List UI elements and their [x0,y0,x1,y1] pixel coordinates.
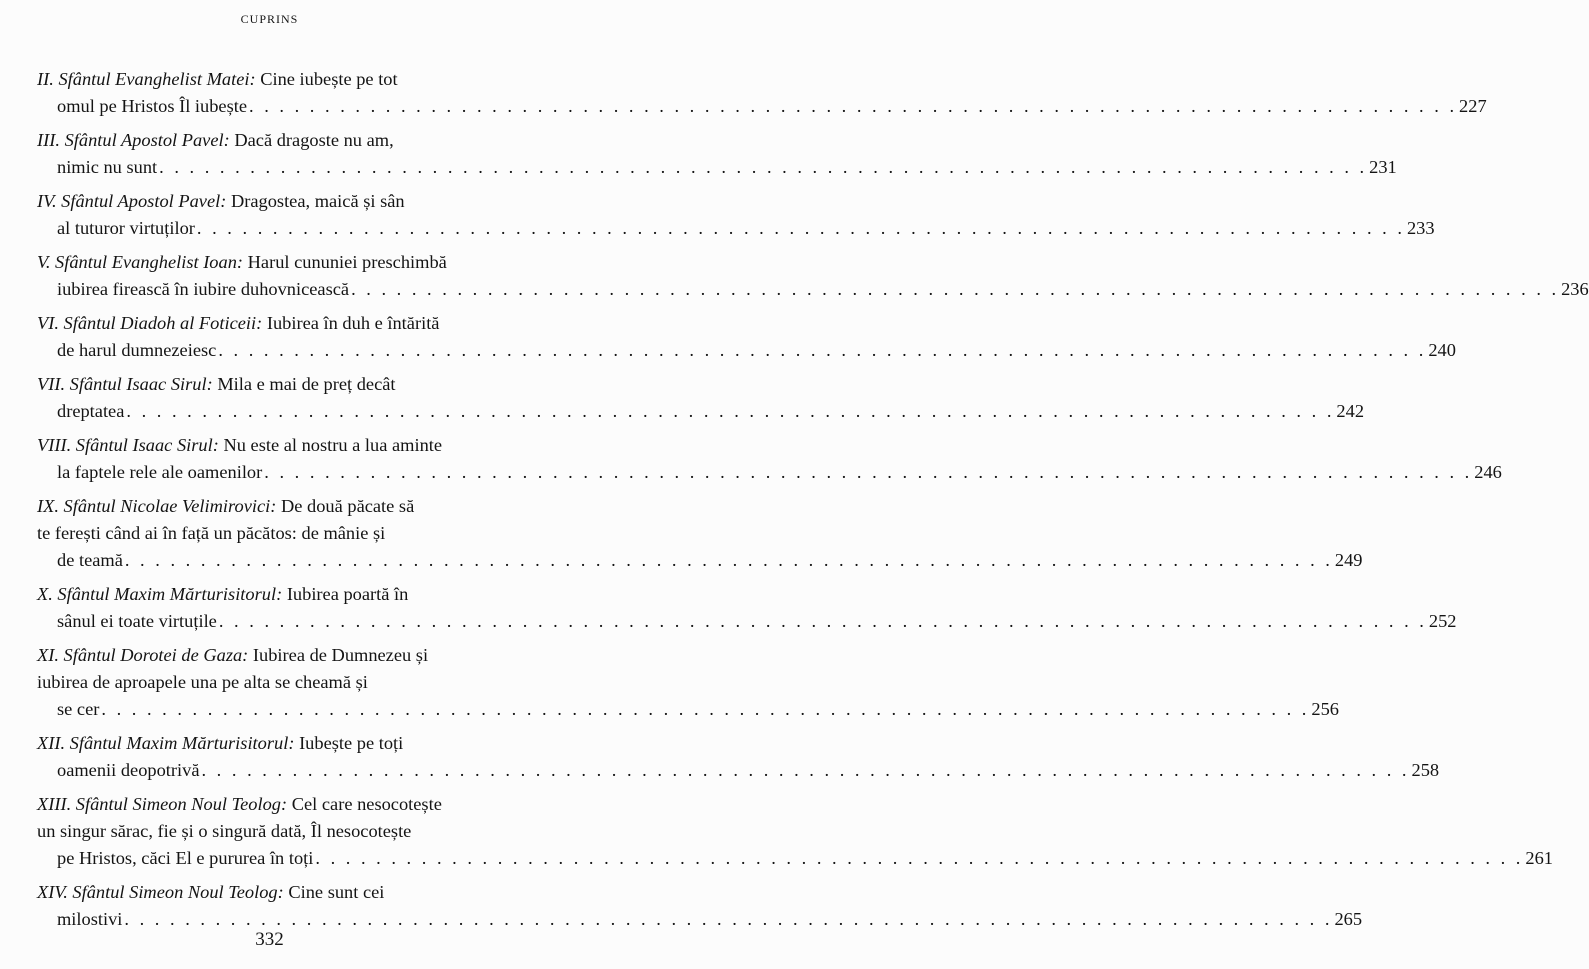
toc-entry-line [37,371,499,398]
toc-entry-text: Harul cununiei preschimbă [247,252,447,272]
toc-entry-line [37,493,499,520]
toc-page-number: 258 [1411,760,1440,780]
toc-entry-line [37,337,1456,364]
toc-page-number: 256 [1311,699,1339,719]
toc-entry-text: oamenii deopotrivă [57,760,200,780]
toc-entry-text: se cer [57,699,100,719]
toc-entry-line [37,188,499,215]
toc-entry [37,493,1363,574]
toc-entry [37,730,1440,784]
toc-entry-line [37,879,499,906]
running-header: CUPRINS [240,12,299,26]
dot-leader: . . . . . . . . . . . . . . . . . . . . . . . . . . . . . . . . . . . . . . . . . . . . . . . . . . . . . . . . . . . . . . . . . . . . . . . . . . . . . . . . [249,96,1458,116]
toc-page-number: 265 [1334,909,1363,929]
dot-leader: . . . . . . . . . . . . . . . . . . . . . . . . . . . . . . . . . . . . . . . . . . . . . . . . . . . . . . . . . . . . . . . . . . . . . . . . . . . . . . . . [264,462,1473,482]
toc-entry [37,249,1589,303]
toc-entry-line [37,459,1502,486]
toc-entry-text: Cine iubește pe tot [260,69,398,89]
toc-entry-text: pe Hristos, căci El e pururea în toți [57,848,314,868]
toc-entry-text: omul pe Hristos Îl iubește [57,96,248,116]
page-number: 332 [255,929,284,950]
toc-entry [37,581,1457,635]
toc-entry-text: Cel care nesocotește [291,794,442,814]
toc-entry-text: la faptele rele ale oamenilor [57,462,263,482]
toc-entry-text: De două păcate să [280,496,415,516]
toc-entry-text: nimic nu sunt [57,157,158,177]
toc-entry-text: Cine sunt cei [288,882,385,902]
toc-entry-text: iubirea firească în iubire duhovnicească [57,279,350,299]
toc-entry-text: sânul ei toate virtuțile [57,611,217,631]
toc-entry [37,188,1435,242]
toc-entry-line [37,581,499,608]
toc-entry-title: II. Sfântul Evanghelist Matei: [37,69,256,89]
dot-leader: . . . . . . . . . . . . . . . . . . . . . . . . . . . . . . . . . . . . . . . . . . . . . . . . . . . . . . . . . . . . . . . . . . . . . . . . . . . . . . . . [351,279,1560,299]
dot-leader: . . . . . . . . . . . . . . . . . . . . . . . . . . . . . . . . . . . . . . . . . . . . . . . . . . . . . . . . . . . . . . . . . . . . . . . . . . . . . . . . [124,550,1333,570]
toc-entry [37,432,1502,486]
toc-entry-line [37,249,499,276]
toc-entry-title: IV. Sfântul Apostol Pavel: [37,191,227,211]
toc-entry-text: Mila e mai de preț decât [217,374,396,394]
toc-entry-title: X. Sfântul Maxim Mărturisitorul: [37,584,283,604]
toc-entry-line [37,93,1487,120]
toc-entry-line [37,757,1440,784]
toc-entry-title: III. Sfântul Apostol Pavel: [37,130,230,150]
toc-entry-text: Dacă dragoste nu am, [234,130,394,150]
toc-entry-text: al tuturor virtuților [57,218,195,238]
toc-entry-text: Iubirea de Dumnezeu și [252,645,429,665]
dot-leader: . . . . . . . . . . . . . . . . . . . . . . . . . . . . . . . . . . . . . . . . . . . . . . . . . . . . . . . . . . . . . . . . . . . . . . . . . . . . . . . . [201,760,1410,780]
toc-entry-line [37,520,499,547]
toc-entry-title: VI. Sfântul Diadoh al Foticeii: [37,313,263,333]
dot-leader: . . . . . . . . . . . . . . . . . . . . . . . . . . . . . . . . . . . . . . . . . . . . . . . . . . . . . . . . . . . . . . . . . . . . . . . . . . . . . . . . [218,340,1427,360]
toc-entry-title: VII. Sfântul Isaac Sirul: [37,374,213,394]
toc-entry [37,642,1339,723]
toc-entry-line [37,642,499,669]
toc-page-number: 240 [1428,340,1456,360]
toc-entry-line [37,127,499,154]
toc-entry-text: de harul dumnezeiesc [57,340,217,360]
toc-entry-text: dreptatea [57,401,125,421]
toc-entry-line [37,66,499,93]
toc-entry-line [37,432,499,459]
toc-entry-text: Iubirea în duh e întărită [266,313,440,333]
toc-entry-title: XIV. Sfântul Simeon Noul Teolog: [37,882,284,902]
toc-entry-line [37,215,1435,242]
toc-entry-line [37,608,1457,635]
toc-entry [37,310,1456,364]
toc-page-number: 227 [1459,96,1487,116]
toc-page-number: 261 [1525,848,1553,868]
toc-entry-line [37,669,499,696]
toc-entry-text: Iubește pe toți [299,733,404,753]
toc-entry-text: te ferești când ai în față un păcătos: de mânie și [37,523,386,543]
toc-entry [37,66,1487,120]
table-of-contents [37,66,1589,940]
toc-entry-title: V. Sfântul Evanghelist Ioan: [37,252,244,272]
toc-entry-line [37,276,1589,303]
toc-entry-title: XII. Sfântul Maxim Mărturisitorul: [37,733,295,753]
toc-entry-line [37,310,499,337]
toc-page-number: 246 [1474,462,1502,482]
toc-entry-title: XI. Sfântul Dorotei de Gaza: [37,645,249,665]
toc-entry-line [37,696,1339,723]
toc-entry-title: XIII. Sfântul Simeon Noul Teolog: [37,794,288,814]
toc-entry-text: Nu este al nostru a lua aminte [223,435,443,455]
dot-leader: . . . . . . . . . . . . . . . . . . . . . . . . . . . . . . . . . . . . . . . . . . . . . . . . . . . . . . . . . . . . . . . . . . . . . . . . . . . . . . . . [101,699,1310,719]
toc-entry [37,371,1365,425]
toc-entry [37,879,1363,933]
toc-entry-line [37,154,1397,181]
toc-entry-title: IX. Sfântul Nicolae Velimirovici: [37,496,277,516]
toc-entry-text: Dragostea, maică și sân [230,191,405,211]
toc-entry [37,127,1397,181]
toc-page-number: 242 [1336,401,1365,421]
toc-entry-text: milostivi [57,909,123,929]
toc-entry [37,791,1553,872]
toc-entry-line [37,547,1363,574]
toc-page-number: 249 [1334,550,1363,570]
toc-page-number: 233 [1406,218,1435,238]
toc-entry-line [37,818,499,845]
toc-entry-text: de teamă [57,550,123,570]
dot-leader: . . . . . . . . . . . . . . . . . . . . . . . . . . . . . . . . . . . . . . . . . . . . . . . . . . . . . . . . . . . . . . . . . . . . . . . . . . . . . . . . [315,848,1524,868]
dot-leader: . . . . . . . . . . . . . . . . . . . . . . . . . . . . . . . . . . . . . . . . . . . . . . . . . . . . . . . . . . . . . . . . . . . . . . . . . . . . . . . . [196,218,1405,238]
dot-leader: . . . . . . . . . . . . . . . . . . . . . . . . . . . . . . . . . . . . . . . . . . . . . . . . . . . . . . . . . . . . . . . . . . . . . . . . . . . . . . . . [126,401,1335,421]
toc-entry-line [37,845,1553,872]
toc-entry-text: Iubirea poartă în [286,584,409,604]
toc-entry-text: un singur sărac, fie și o singură dată, Îl nesocotește [37,821,412,841]
toc-entry-line [37,398,1365,425]
toc-entry-line [37,730,499,757]
toc-entry-text: iubirea de aproapele una pe alta se cheamă și [37,672,368,692]
dot-leader: . . . . . . . . . . . . . . . . . . . . . . . . . . . . . . . . . . . . . . . . . . . . . . . . . . . . . . . . . . . . . . . . . . . . . . . . . . . . . . . . [218,611,1427,631]
toc-entry-line [37,791,499,818]
toc-entry-title: VIII. Sfântul Isaac Sirul: [37,435,219,455]
toc-page-number: 252 [1428,611,1457,631]
toc-page-number: 231 [1369,157,1397,177]
dot-leader: . . . . . . . . . . . . . . . . . . . . . . . . . . . . . . . . . . . . . . . . . . . . . . . . . . . . . . . . . . . . . . . . . . . . . . . . . . . . . . . . [124,909,1333,929]
dot-leader: . . . . . . . . . . . . . . . . . . . . . . . . . . . . . . . . . . . . . . . . . . . . . . . . . . . . . . . . . . . . . . . . . . . . . . . . . . . . . . . . [159,157,1368,177]
toc-page-number: 236 [1561,279,1589,299]
